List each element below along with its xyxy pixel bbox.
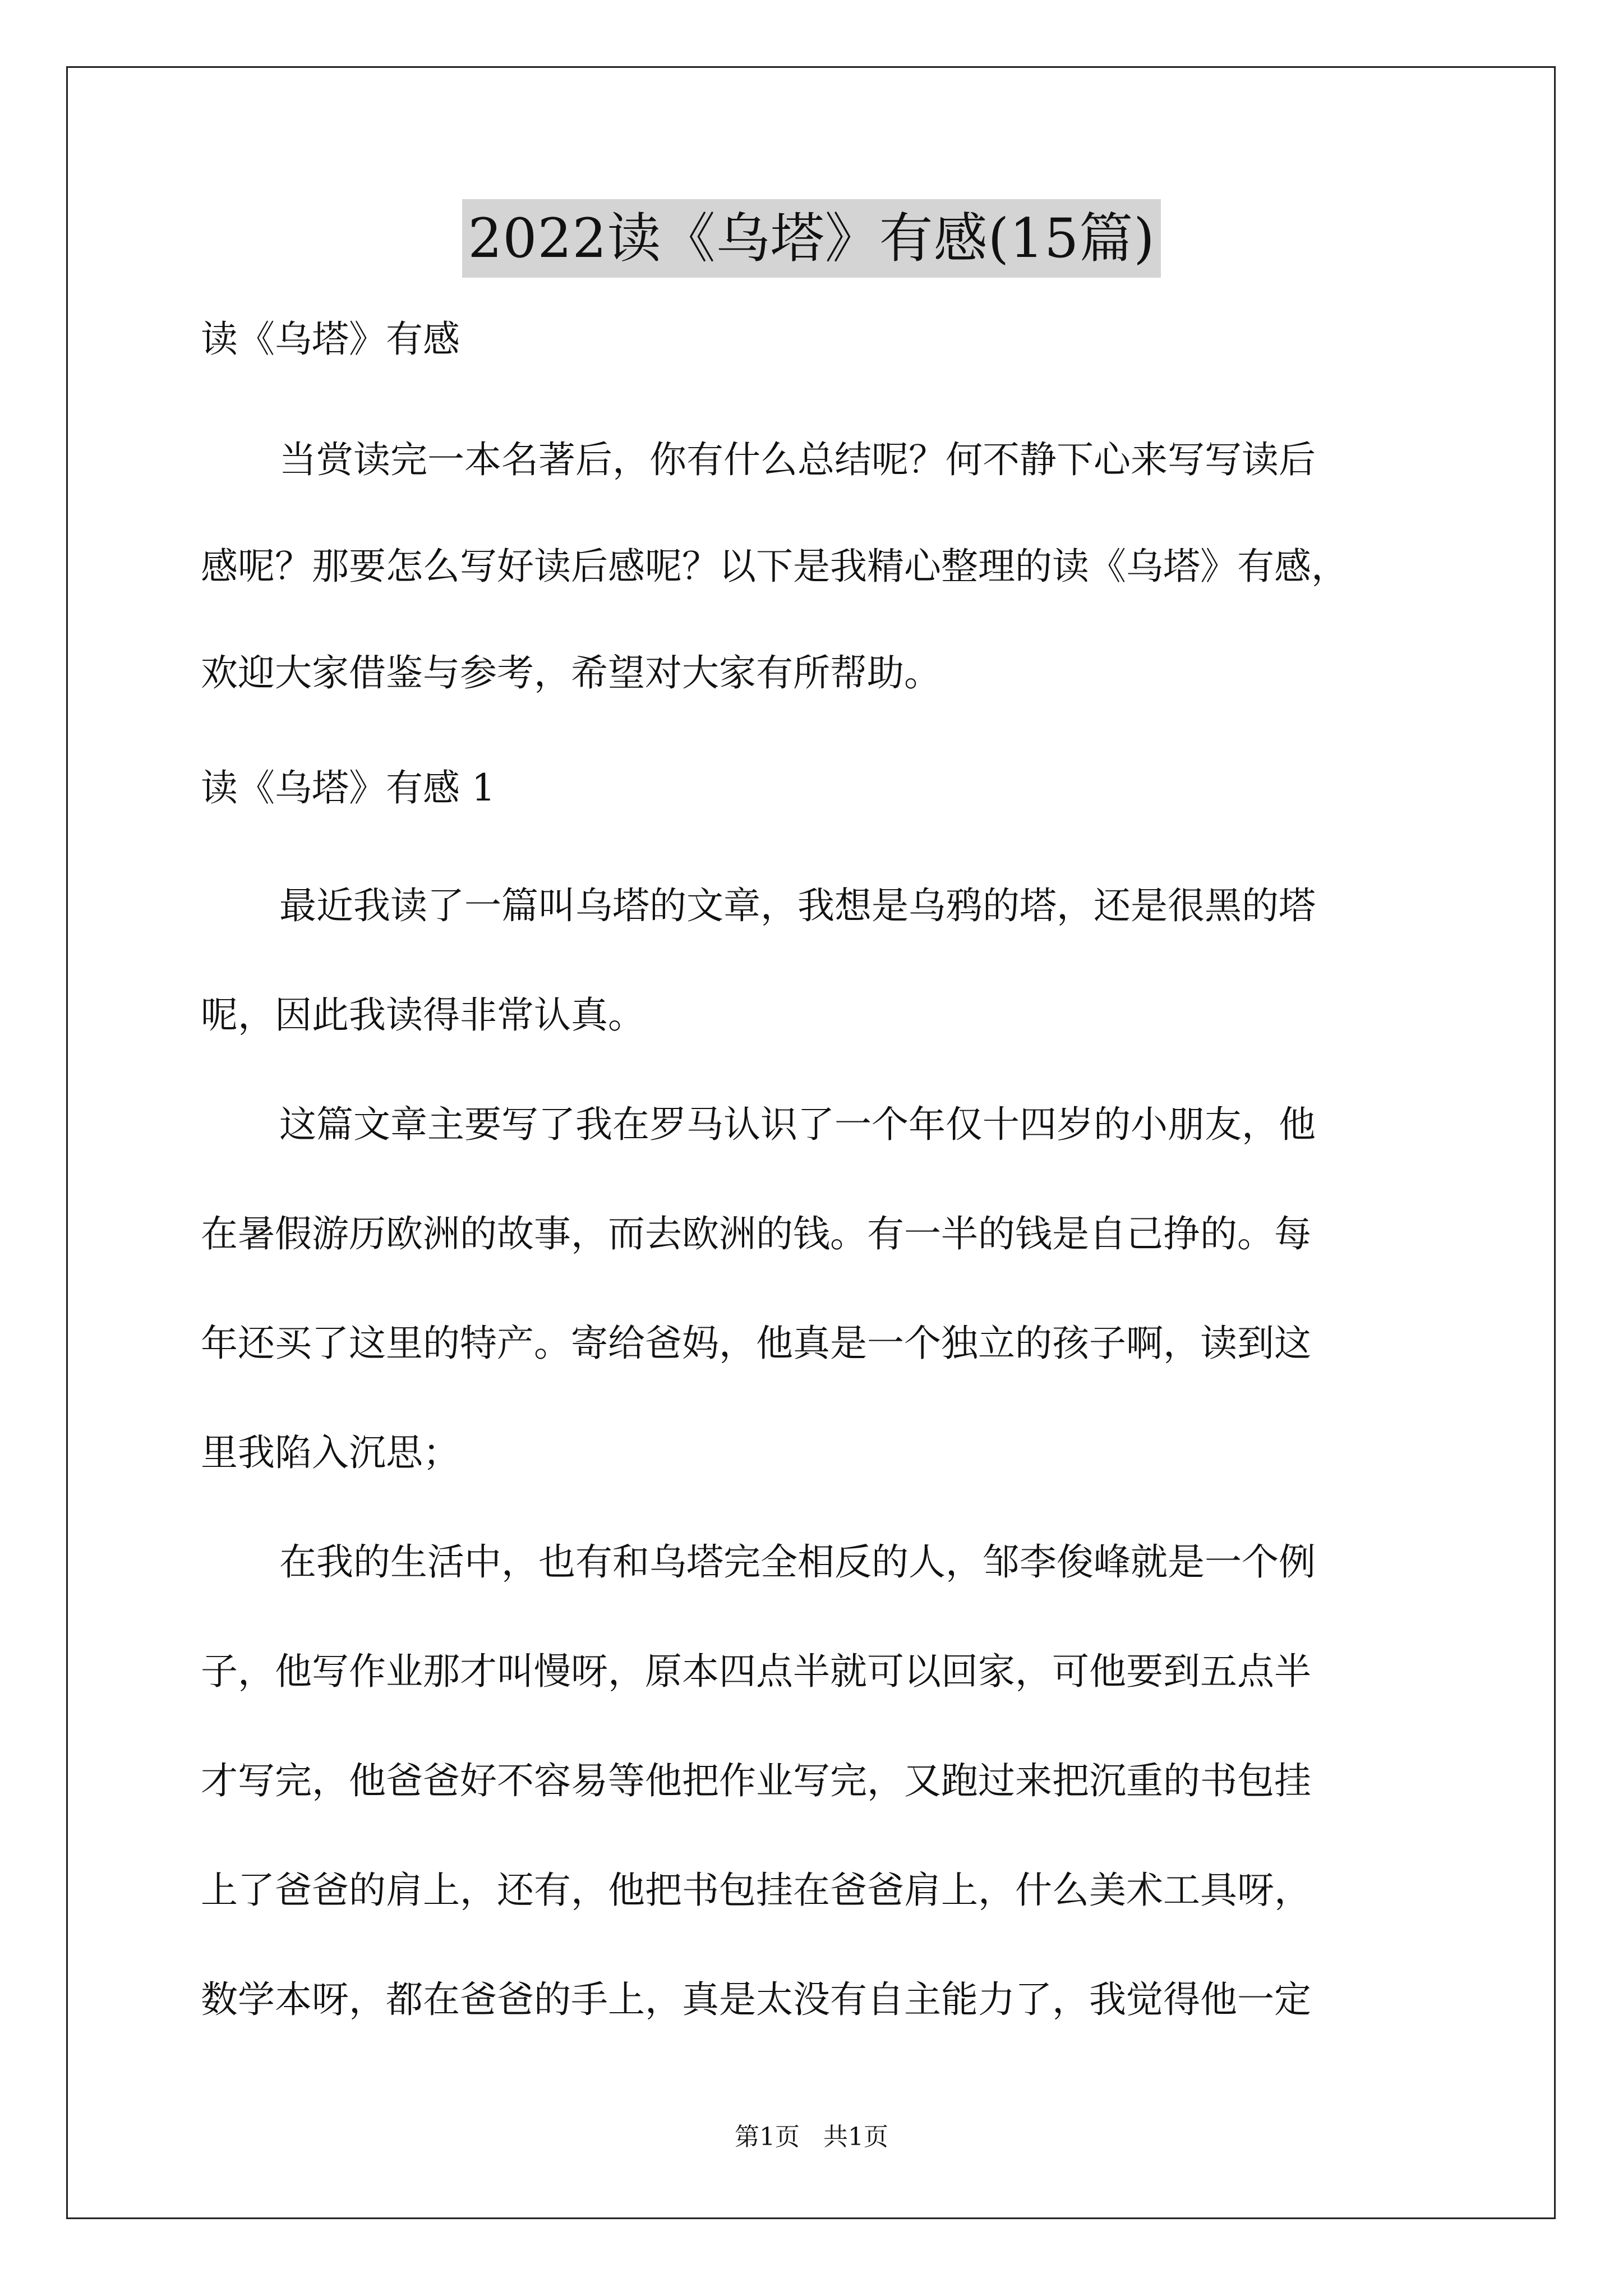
paragraph-line: 年还买了这里的特产。寄给爸妈，他真是一个独立的孩子啊，读到这 [201,1322,1311,1365]
paragraph-line: 欢迎大家借鉴与参考，希望对大家有所帮助。 [201,651,941,694]
page-footer [0,2120,1623,2154]
section-heading: 读《乌塔》有感 [201,318,460,361]
paragraph-line: 数学本呀，都在爸爸的手上，真是太没有自主能力了，我觉得他一定 [201,1978,1311,2021]
title-container [0,199,1623,278]
paragraph-line: 这篇文章主要写了我在罗马认识了一个年仅十四岁的小朋友，他 [279,1103,1316,1146]
paragraph-line: 感呢？那要怎么写好读后感呢？以下是我精心整理的读《乌塔》有感， [201,545,1348,588]
page-total: 共1页 [823,2123,888,2151]
paragraph-line: 才写完，他爸爸好不容易等他把作业写完，又跑过来把沉重的书包挂 [201,1759,1311,1802]
paragraph-line: 子，他写作业那才叫慢呀，原本四点半就可以回家，可他要到五点半 [201,1650,1311,1693]
paragraph-line: 当赏读完一本名著后，你有什么总结呢？何不静下心来写写读后 [279,438,1316,481]
paragraph-line: 在我的生活中，也有和乌塔完全相反的人，邹李俊峰就是一个例 [279,1540,1316,1584]
section-heading: 读《乌塔》有感 1 [201,766,495,809]
page-number: 第1页 [735,2123,800,2151]
paragraph-line: 上了爸爸的肩上，还有，他把书包挂在爸爸肩上，什么美术工具呀， [201,1869,1311,1912]
paragraph-line: 最近我读了一篇叫乌塔的文章，我想是乌鸦的塔，还是很黑的塔 [279,884,1316,927]
document-title: 2022读《乌塔》有感(15篇) [462,199,1160,278]
paragraph-line: 呢，因此我读得非常认真。 [201,993,645,1037]
paragraph-line: 里我陷入沉思； [201,1431,460,1474]
paragraph-line: 在暑假游历欧洲的故事，而去欧洲的钱。有一半的钱是自己挣的。每 [201,1212,1311,1255]
